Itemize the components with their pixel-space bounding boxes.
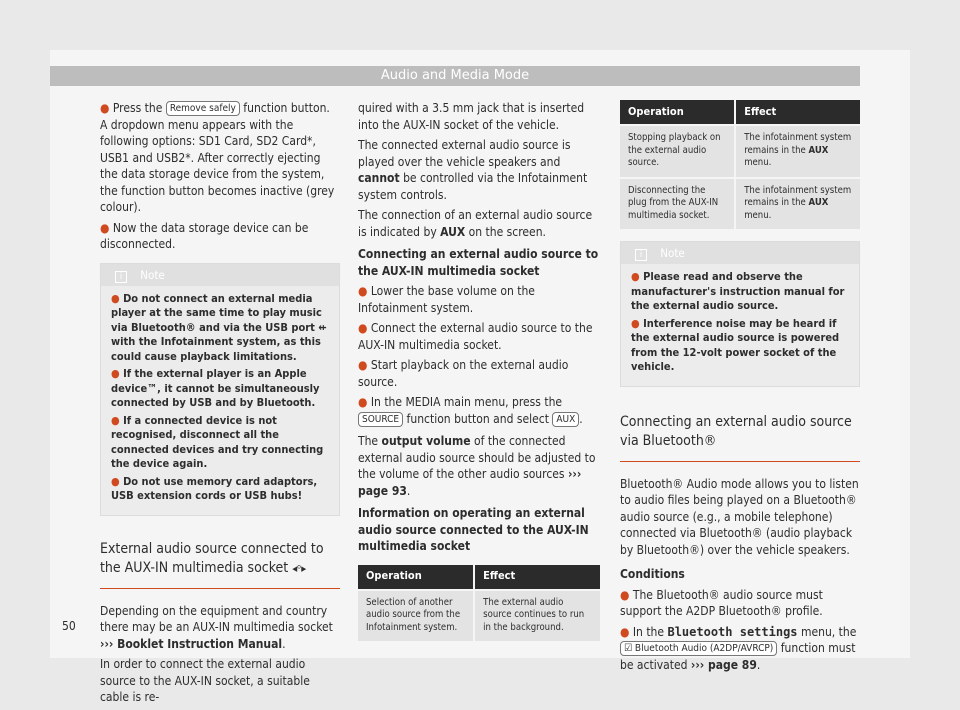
table-header-effect: Effect <box>735 100 860 125</box>
note-item: ● Interference noise may be heard if the external audio source is powered from the 12-volt power socket of the vehicle. <box>631 316 840 373</box>
aux-button[interactable]: AUX <box>552 412 579 427</box>
remove-safely-button[interactable]: Remove safely <box>166 101 240 116</box>
page-number: 50 <box>62 619 76 633</box>
paragraph-speakers: The connected external audio source is played over the vehicle speakers and cannot be controlled via the Infotainment system controls. <box>358 138 588 202</box>
bullet-icon: ● <box>100 101 110 115</box>
step-lower-volume: ● Lower the base volume on the Infotainment system. <box>358 284 535 315</box>
column-middle <box>358 100 600 641</box>
table-cell: Stopping playback on the external audio source. <box>620 125 735 178</box>
note-header: i Note <box>101 264 339 286</box>
bluetooth-settings-menu: Bluetooth settings <box>667 624 798 639</box>
column-right <box>620 100 860 677</box>
condition-a2dp: ● The Bluetooth® audio source must support the A2DP Bluetooth® profile. <box>620 587 823 618</box>
operation-table-aux <box>358 565 600 642</box>
note-body <box>621 264 859 386</box>
bullet-remove-safely: ● Press the Remove safely function button. A dropdown menu appears with the following options: SD1 Card, SD2 Card*, USB1 and USB2*. After correctly ejecting the data storage device from the system, the function button becomes inactive (grey colour). <box>100 101 335 214</box>
note-box <box>100 263 340 516</box>
page-header: Audio and Media Mode <box>50 66 860 86</box>
note-box <box>620 241 860 387</box>
table-header-effect: Effect <box>474 565 600 590</box>
table-cell: Disconnecting the plug from the AUX-IN multimedia socket. <box>620 178 735 230</box>
paragraph-aux-availability: Depending on the equipment and country there may be an AUX-IN multimedia socket ››› Booklet Instruction Manual. <box>100 603 333 651</box>
aux-socket-icon: ◂ᵒ▸ <box>292 561 307 575</box>
paragraph-bluetooth-audio: Bluetooth® Audio mode allows you to listen to audio files being played on a Bluetooth® audio source (e.g., a mobile telephone) connected via Bluetooth® (audio playback by Bluetooth®) over the vehicle speakers. <box>620 476 859 557</box>
source-button[interactable]: SOURCE <box>358 412 403 427</box>
booklet-link[interactable]: ››› Booklet Instruction Manual <box>100 636 283 651</box>
condition-bluetooth-settings: ● In the Bluetooth settings menu, the ☑ Bluetooth Audio (A2DP/AVRCP) function must be activated ››› page 89. <box>620 624 857 672</box>
bullet-icon: ● <box>100 220 110 235</box>
bluetooth-audio-checkbox-button[interactable]: ☑ Bluetooth Audio (A2DP/AVRCP) <box>620 641 777 656</box>
paragraph-aux-cable: In order to connect the external audio source to the AUX-IN socket, a suitable cable is re- <box>100 657 310 704</box>
table-header-operation: Operation <box>358 565 474 590</box>
operation-table-aux-continued <box>620 100 860 229</box>
note-item: ● Do not use memory card adaptors, USB extension cords or USB hubs! <box>111 474 318 502</box>
heading-conditions: Conditions <box>620 567 685 581</box>
paragraph-output-volume: The output volume of the connected external audio source should be adjusted to the volume of the other audio sources ››› page 93. <box>358 434 596 498</box>
heading-info-operating: Information on operating an external audio source connected to the AUX-IN multimedia socket <box>358 506 589 553</box>
note-item: ● If a connected device is not recognised, disconnect all the connected devices and try connecting the device again. <box>111 413 324 470</box>
table-cell: The infotainment system remains in the AUX menu. <box>735 178 860 230</box>
heading-connecting-aux: Connecting an external audio source to the AUX-IN multimedia socket <box>358 247 599 278</box>
note-item: ● If the external player is an Apple device™, it cannot be simultaneously connected by USB and by Bluetooth. <box>111 367 320 409</box>
info-icon: i <box>635 249 647 261</box>
section-title-bluetooth: Connecting an external audio source via Bluetooth® <box>620 413 860 462</box>
step-start-playback: ● Start playback on the external audio source. <box>358 358 569 389</box>
table-row <box>620 178 860 230</box>
bullet-disconnect: ● Now the data storage device can be disconnected. <box>100 220 309 251</box>
info-icon: i <box>115 271 127 283</box>
page-93-link[interactable]: ››› page 93 <box>358 467 582 498</box>
note-body <box>101 286 339 515</box>
note-header: i Note <box>621 242 859 264</box>
table-cell: Selection of another audio source from the Infotainment system. <box>358 590 474 642</box>
paragraph-aux-indicator: The connection of an external audio source is indicated by AUX on the screen. <box>358 208 593 239</box>
page-89-link[interactable]: ››› page 89 <box>690 657 757 672</box>
table-row <box>620 125 860 178</box>
step-connect-source: ● Connect the external audio source to the AUX-IN multimedia socket. <box>358 321 593 352</box>
table-cell: The infotainment system remains in the AUX menu. <box>735 125 860 178</box>
section-title-aux: External audio source connected to the AUX-IN multimedia socket ◂ᵒ▸ <box>100 540 340 589</box>
note-item: ● Do not connect an external media player at the same time to play music via Bluetooth® and via the USB port ⇷ with the Infotainment system, as this could cause playback limitations. <box>111 291 327 363</box>
note-item: ● Please read and observe the manufacturer's instruction manual for the external audio source. <box>631 270 845 312</box>
table-header-operation: Operation <box>620 100 735 125</box>
table-row <box>358 590 600 642</box>
step-select-aux: ● In the MEDIA main menu, press the SOURCE function button and select AUX . <box>358 395 583 426</box>
paragraph-jack: quired with a 3.5 mm jack that is inserted into the AUX-IN socket of the vehicle. <box>358 101 585 132</box>
column-left <box>100 100 340 710</box>
table-cell: The external audio source continues to run in the background. <box>474 590 600 642</box>
